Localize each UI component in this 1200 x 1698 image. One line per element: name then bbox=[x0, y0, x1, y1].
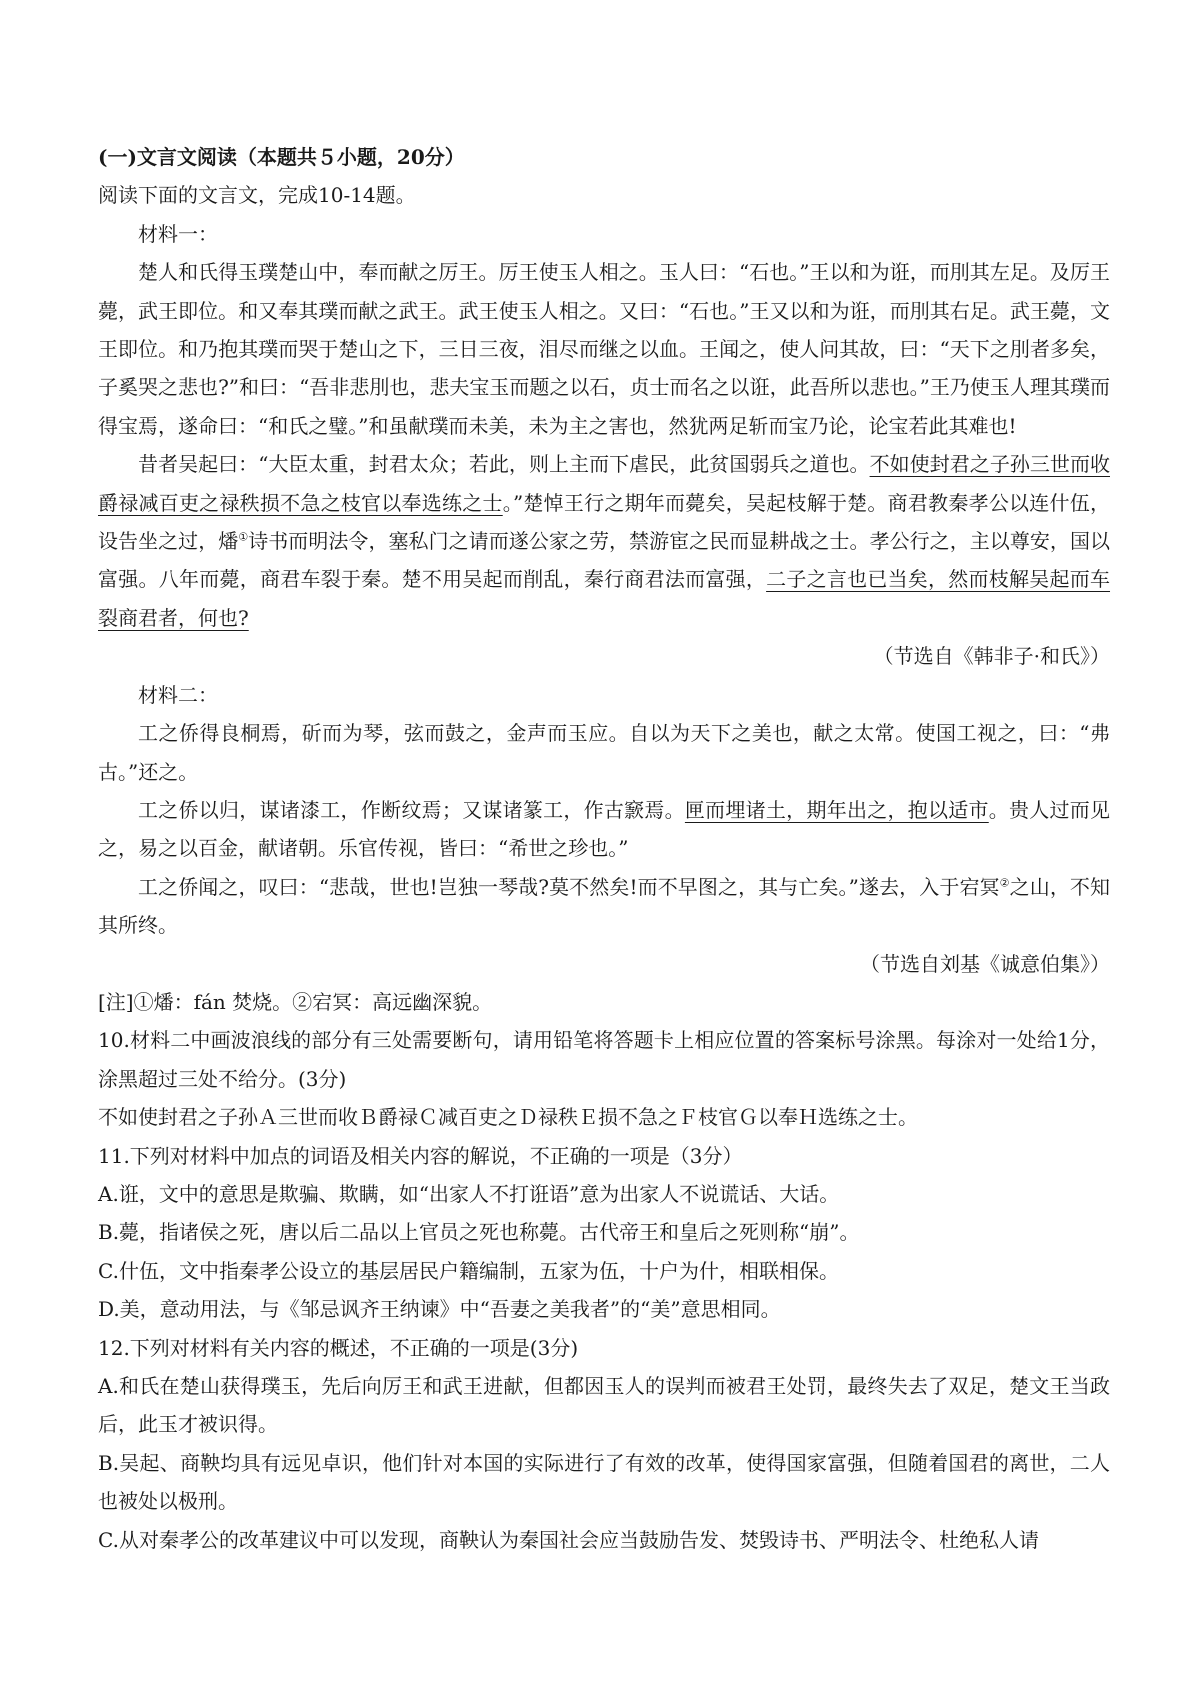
material1-p2-text-a: 昔者吴起曰：“大臣太重，封君太众；若此，则上主而下虐民，此贫国弱兵之道也。 bbox=[138, 452, 870, 477]
material2-paragraph3 bbox=[98, 868, 1110, 945]
material1-paragraph1: 楚人和氏得玉璞楚山中，奉而献之厉王。厉王使玉人相之。玉人曰：“石也。”王以和为诳，而刖其左足。及厉王薨，武王即位。和又奉其璞而献之武王。武王使玉人相之。又曰：“石也。”王又以和为诳，而刖其右足。武王薨，文王即位。和乃抱其璞而哭于楚山之下，三日三夜，泪尽而继之以血。王闻之，使人问其故，曰：“天下之刖者多矣，子奚哭之悲也?”和曰：“吾非悲刖也，悲夫宝玉而题之以石，贞士而名之以诳，此吾所以悲也。”王乃使玉人理其璞而得宝焉，遂命曰：“和氏之璧。”和虽献璞而未美，未为主之害也，然犹两足斩而宝乃论，论宝若此其难也! bbox=[98, 260, 1110, 438]
question-11-option-d: D.美，意动用法，与《邹忌讽齐王纳谏》中“吾妻之美我者”的“美”意思相同。 bbox=[98, 1297, 781, 1322]
question-12-stem: 12.下列对材料有关内容的概述，不正确的一项是(3分) bbox=[98, 1335, 579, 1360]
material1-paragraph2 bbox=[98, 445, 1110, 637]
question-11-stem: 11.下列对材料中加点的词语及相关内容的解说，不正确的一项是（3分） bbox=[98, 1143, 743, 1168]
material2-paragraph1: 工之侨得良桐焉，斫而为琴，弦而鼓之，金声而玉应。自以为天下之美也，献之太常。使国工视之，曰：“弗古。”还之。 bbox=[98, 721, 1110, 784]
material1-label: 材料一： bbox=[138, 221, 218, 246]
question-11-option-a: A.诳，文中的意思是欺骗、欺瞒，如“出家人不打诳语”意为出家人不说谎话、大话。 bbox=[98, 1181, 840, 1206]
material2-p3-text-b: 之山，不知其所终。 bbox=[98, 874, 1111, 938]
question-11-option-b: B.薨，指诸侯之死，唐以后二品以上官员之死也称薨。古代帝王和皇后之死则称“崩”。 bbox=[98, 1220, 860, 1245]
material2-p3-text-a: 工之侨闻之，叹曰：“悲哉，世也!岂独一琴哉?莫不然矣!而不早图之，其与亡矣。”遂去，入于宕冥 bbox=[138, 874, 1000, 899]
underlined-sentence-2: 二子之言也已当矣，然而枝解吴起而车裂商君者，何也? bbox=[98, 567, 1111, 630]
underlined-sentence-3: 匣而埋诸土，期年出之，抱以适市 bbox=[684, 797, 989, 822]
material1-p2-text-c: 诗书而明法令，塞私门之请而遂公家之劳，禁游宦之民而显耕战之士。孝公行之，主以尊安，国以富强。八年而薨，商君车裂于秦。楚不用吴起而削乱，秦行商君法而富强， bbox=[98, 529, 1111, 592]
material1-source: （节选自《韩非子·和氏》） bbox=[873, 644, 1110, 669]
question-10-sentence: 不如使封君之子孙Ａ三世而收Ｂ爵禄Ｃ减百吏之Ｄ禄秩Ｅ损不急之Ｆ枝官Ｇ以奉Ｈ选练之士。 bbox=[98, 1105, 918, 1130]
footnote-marker-1: ① bbox=[238, 530, 249, 544]
footnote-marker-2: ② bbox=[999, 876, 1010, 890]
underlined-sentence-1: 不如使封君之子孙三世而收爵禄减百吏之禄秩损不急之枝官以奉选练之士 bbox=[98, 452, 1110, 515]
instruction: 阅读下面的文言文，完成10-14题。 bbox=[98, 183, 416, 208]
question-12-option-c: C.从对秦孝公的改革建议中可以发现，商鞅认为秦国社会应当鼓励告发、焚毁诗书、严明法令、杜绝私人请 bbox=[98, 1527, 1039, 1552]
material2-p2-text-a: 工之侨以归，谋诸漆工，作断纹焉；又谋诸篆工，作古窾焉。 bbox=[138, 797, 685, 822]
material1-p2-text-b: 。”楚悼王行之期年而薨矣，吴起枝解于楚。商君教秦孝公以连什伍，设告坐之过，燔 bbox=[98, 490, 1111, 554]
material2-p2-text-b: 。贵人过而见之，易之以百金，献诸朝。乐官传视，皆曰：“希世之珍也。” bbox=[98, 797, 1111, 861]
section-heading: (一)文言文阅读（本题共５小题，20分） bbox=[98, 145, 465, 169]
annotations: [注]①燔：fán 焚烧。②宕冥：高远幽深貌。 bbox=[98, 989, 493, 1014]
material2-paragraph2 bbox=[98, 791, 1110, 868]
material2-source: （节选自刘基《诚意伯集》） bbox=[860, 951, 1110, 976]
question-12-option-a: A.和氏在楚山获得璞玉，先后向厉王和武王进献，但都因玉人的误判而被君王处罚，最终失去了双足，楚文王当政后，此玉才被识得。 bbox=[98, 1374, 1110, 1437]
question-12-option-b: B.吴起、商鞅均具有远见卓识，他们针对本国的实际进行了有效的改革，使得国家富强，但随着国君的离世，二人也被处以极刑。 bbox=[98, 1450, 1110, 1514]
question-11-option-c: C.什伍，文中指秦孝公设立的基层居民户籍编制，五家为伍，十户为什，相联相保。 bbox=[98, 1258, 839, 1283]
question-10-stem: 10.材料二中画波浪线的部分有三处需要断句，请用铅笔将答题卡上相应位置的答案标号涂黑。每涂对一处给1分，涂黑超过三处不给分。(3分) bbox=[98, 1028, 1110, 1091]
material2-label: 材料二： bbox=[138, 682, 218, 707]
exam-page bbox=[98, 138, 1110, 1559]
